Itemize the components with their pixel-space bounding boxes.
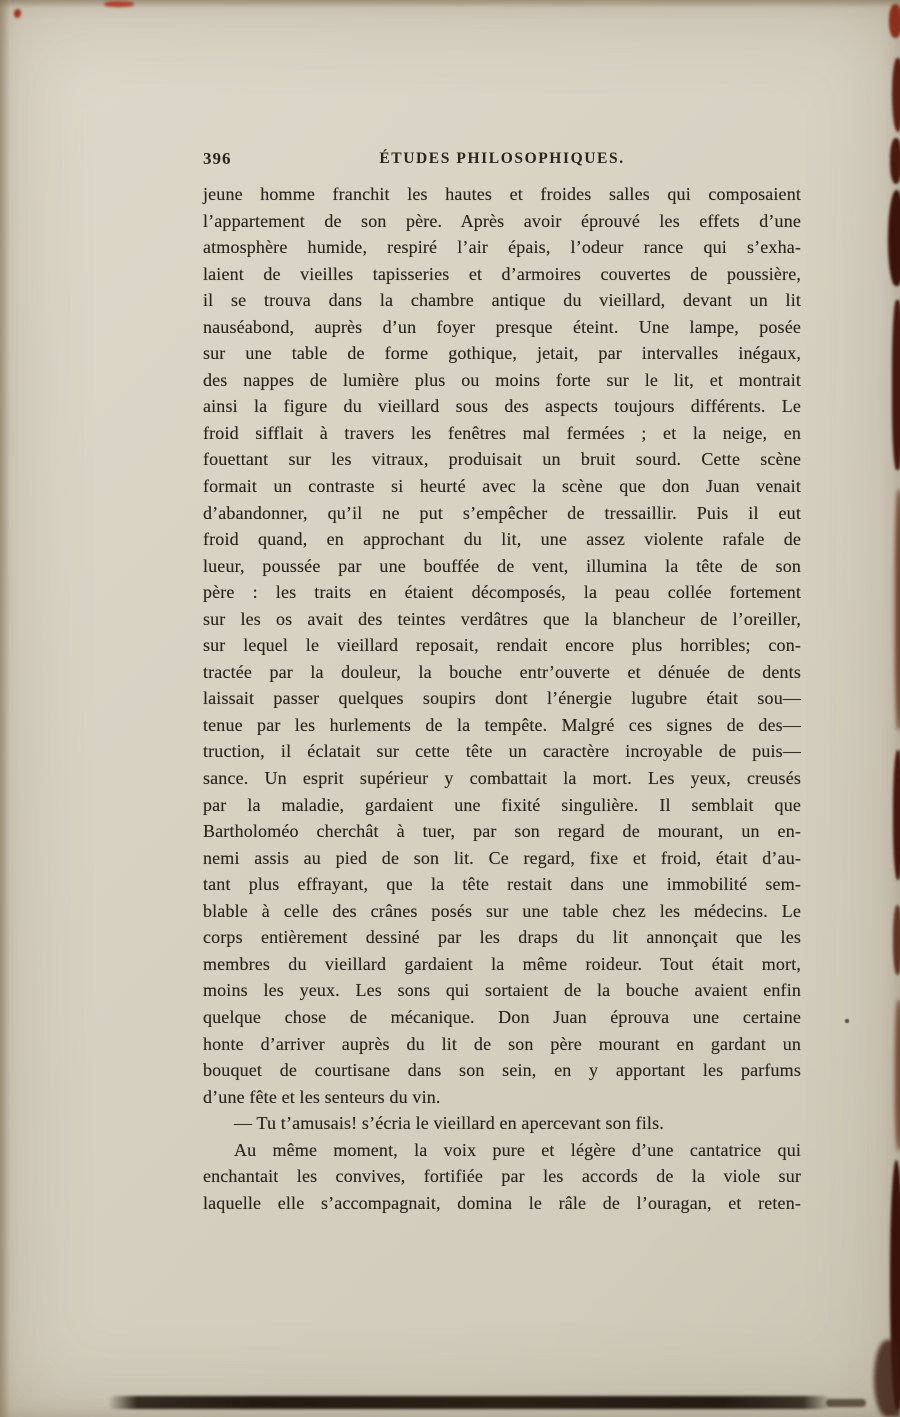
text-line: Au même moment, la voix pure et légère d’une cantatrice qui	[234, 1139, 801, 1160]
text-line: nauséabond, auprès d’un foyer presque éteint. Une lampe, posée	[203, 316, 801, 337]
text-line: nemi assis au pied de son lit. Ce regard, fixe et froid, était d’au-	[203, 847, 801, 868]
text-line: Bartholoméo cherchât à tuer, par son regard de mourant, un en-	[203, 821, 801, 842]
text-line: des nappes de lumière plus ou moins forte sur le lit, et montrait	[203, 369, 801, 390]
text-line: tractée par la douleur, la bouche entr’ouverte et dénuée de dents	[203, 661, 801, 682]
scan-stain-bottom	[108, 1396, 832, 1409]
text-line: d’une fête et les senteurs du vin.	[203, 1086, 441, 1107]
scan-stain-right	[895, 490, 900, 730]
scan-stain-right	[888, 190, 900, 286]
top-edge-shadow	[0, 0, 900, 8]
text-line: enchantait les convives, fortifiée par les accords de la viole sur	[203, 1166, 801, 1187]
scan-stain-top-left	[14, 9, 21, 18]
scan-stain-bottom	[826, 1399, 866, 1407]
running-title: ÉTUDES PHILOSOPHIQUES.	[379, 150, 625, 167]
text-line: froid quand, en approchant du lit, une assez violente rafale de	[203, 529, 801, 550]
page-header	[203, 148, 801, 172]
text-line: tant plus effrayant, que la tête restait dans une immobilité sem-	[203, 874, 801, 895]
text-line: laissait passer quelques soupirs dont l’énergie lugubre était sou—	[203, 688, 801, 709]
text-line: corps entièrement dessiné par les draps du lit annonçait que les	[203, 927, 801, 948]
scan-stain-right	[895, 1000, 900, 1150]
text-line: d’abandonner, qu’il ne put s’empêcher de tressaillir. Puis il eut	[203, 502, 801, 523]
text-line: sur les os avait des teintes verdâtres que la blancheur de l’oreiller,	[203, 608, 801, 629]
text-line: par la maladie, gardaient une fixité singulière. Il semblait que	[203, 794, 801, 815]
scan-speck	[845, 1019, 849, 1023]
scan-stain-right	[890, 138, 900, 184]
text-line: sur une table de forme gothique, jetait, par intervalles inégaux,	[203, 343, 801, 364]
text-line: membres du vieillard gardaient la même roideur. Tout était mort,	[203, 953, 801, 974]
text-line: sance. Un esprit supérieur y combattait la mort. Les yeux, creusés	[203, 768, 801, 789]
text-line: lueur, poussée par une bouffée de vent, illumina la tête de son	[203, 555, 801, 576]
scan-stain-right	[892, 300, 900, 470]
scan-stain-top	[104, 1, 134, 7]
body-text	[203, 181, 801, 1216]
text-line: formait un contraste si heurté avec la scène que don Juan venait	[203, 476, 801, 497]
scan-stain-right	[892, 58, 900, 132]
left-edge-shadow	[0, 0, 10, 1417]
text-line: moins les yeux. Les sons qui sortaient de la bouche avaient enfin	[203, 980, 801, 1001]
scan-stain-right	[893, 905, 900, 975]
text-line: laient de vieilles tapisseries et d’armoires couvertes de poussière,	[203, 263, 801, 284]
scan-stain-right	[889, 4, 900, 38]
text-line: — Tu t’amusais! s’écria le vieillard en apercevant son fils.	[234, 1113, 664, 1134]
text-line: ainsi la figure du vieillard sous des aspects toujours différents. Le	[203, 396, 801, 417]
text-line: laquelle elle s’accompagnait, domina le râle de l’ouragan, et reten-	[203, 1192, 801, 1213]
text-line: bouquet de courtisane dans son sein, en y apportant les parfums	[203, 1060, 801, 1081]
text-line: truction, il éclatait sur cette tête un caractère incroyable de puis—	[203, 741, 801, 762]
scan-stain-right	[893, 750, 900, 880]
scan-stain-bottom-right	[874, 1340, 900, 1417]
text-line: quelque chose de mécanique. Don Juan éprouva une certaine	[203, 1006, 801, 1027]
text-line: père : les traits en étaient décomposés, la peau collée fortement	[203, 582, 801, 603]
scan-stain-right	[890, 1160, 900, 1410]
page-number: 396	[203, 149, 232, 168]
text-line: tenue par les hurlements de la tempête. Malgré ces signes de des—	[203, 714, 801, 735]
text-line: atmosphère humide, respiré l’air épais, l’odeur rance qui s’exha-	[203, 237, 801, 258]
text-line: blable à celle des crânes posés sur une table chez les médecins. Le	[203, 900, 801, 921]
text-line: l’appartement de son père. Après avoir éprouvé les effets d’une	[203, 210, 801, 231]
text-line: sur lequel le vieillard reposait, rendait encore plus horribles; con-	[203, 635, 801, 656]
text-line: il se trouva dans la chambre antique du vieillard, devant un lit	[203, 290, 801, 311]
text-line: froid sifflait à travers les fenêtres mal fermées ; et la neige, en	[203, 422, 801, 443]
text-line: jeune homme franchit les hautes et froides salles qui composaient	[203, 184, 801, 204]
text-line: fouettant sur les vitraux, produisait un bruit sourd. Cette scène	[203, 449, 801, 470]
text-line: honte d’arriver auprès du lit de son père mourant en gardant un	[203, 1033, 801, 1054]
